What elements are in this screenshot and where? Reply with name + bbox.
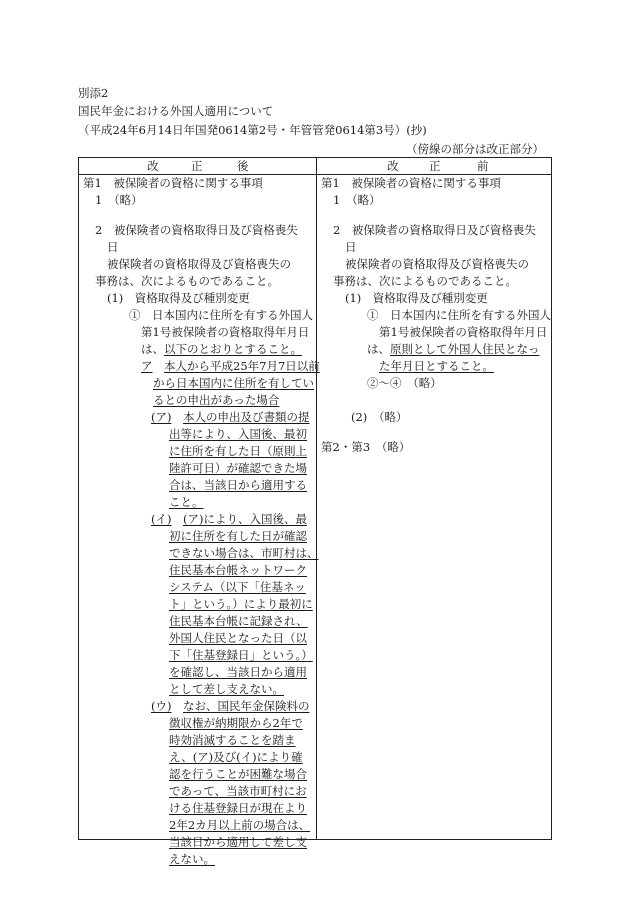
amended-text: 陸許可日）が確認できた場 bbox=[169, 461, 307, 475]
amended-text: 住民基本台帳に記録され、 bbox=[169, 614, 308, 628]
text-line: 第1号被保険者の資格取得年月日 bbox=[141, 325, 310, 339]
amended-text: できない場合は、市町村は、 bbox=[169, 546, 319, 560]
amended-text: 当該日から適用して差し支 bbox=[169, 835, 307, 849]
header-char: 正 bbox=[191, 159, 203, 173]
item-marker: (ア) bbox=[151, 410, 172, 424]
text-plain: は、 bbox=[141, 342, 164, 356]
amended-text: ける住基登録日が現在より bbox=[169, 801, 307, 815]
comparison-table bbox=[78, 157, 552, 866]
header-char: 正 bbox=[429, 159, 441, 173]
text-line bbox=[151, 698, 309, 715]
text-line bbox=[141, 358, 320, 375]
text-line: ① 日本国内に住所を有する外国人 bbox=[129, 308, 313, 322]
document-reference: （平成24年6月14日年国発0614第2号・年管管発0614第3号）(抄) bbox=[78, 123, 427, 137]
text-line: (1) 資格取得及び種別変更 bbox=[107, 291, 250, 305]
amended-text: ト」という。）により最初に bbox=[169, 597, 313, 611]
text-line: 第2・第3 （略） bbox=[321, 440, 411, 454]
text-line: 被保険者の資格取得及び資格喪失の bbox=[345, 257, 529, 271]
amended-text: るとの申出があった場合 bbox=[153, 393, 280, 407]
amended-text: こと。 bbox=[169, 495, 204, 509]
text-line: ②～④ （略） bbox=[367, 376, 442, 390]
amended-text: 時効消滅することを踏ま bbox=[169, 733, 296, 747]
amended-text: システム（以下「住基ネッ bbox=[169, 580, 306, 594]
text-line bbox=[367, 341, 540, 358]
text-line: 第1 被保険者の資格に関する事項 bbox=[83, 176, 263, 190]
amended-text: 下「住基登録日」という。） bbox=[169, 648, 313, 662]
text-line bbox=[141, 341, 302, 358]
text-line: (1) 資格取得及び種別変更 bbox=[345, 291, 488, 305]
text-line: 2 被保険者の資格取得日及び資格喪失 bbox=[95, 223, 298, 237]
amended-text: 認を行うことが困難な場合 bbox=[169, 767, 307, 781]
amended-text: 外国人住民となった日（以 bbox=[169, 631, 307, 645]
amended-text: 本人の申出及び書類の提 bbox=[182, 410, 310, 424]
document-title: 国民年金における外国人適用について bbox=[78, 104, 274, 118]
header-char: 改 bbox=[387, 159, 399, 173]
text-line: 日 bbox=[345, 240, 357, 254]
text-line bbox=[151, 409, 309, 426]
item-marker: ア bbox=[141, 359, 153, 373]
text-line: 被保険者の資格取得及び資格喪失の bbox=[107, 257, 291, 271]
amended-text: た年月日とすること。 bbox=[379, 359, 494, 373]
attachment-label: 別添2 bbox=[78, 86, 109, 100]
amended-text: 住民基本台帳ネットワーク bbox=[169, 563, 307, 577]
text-line: 第1号被保険者の資格取得年月日 bbox=[379, 325, 548, 339]
amended-text: 出等により、入国後、最初 bbox=[169, 427, 307, 441]
text-line bbox=[151, 511, 307, 528]
text-line: 事務は、次によるものであること。 bbox=[95, 274, 279, 288]
underline-note: （傍線の部分は改正部分） bbox=[406, 142, 544, 156]
amended-text: 合は、当該日から適用する bbox=[169, 478, 307, 492]
amended-text: 徴収権が納期限から2年で bbox=[169, 716, 303, 730]
amended-text: 原則として外国人住民となっ bbox=[390, 342, 540, 356]
text-line: 1 （略） bbox=[95, 193, 143, 207]
amended-text: を確認し、当該日から適用 bbox=[169, 665, 307, 679]
column-header-before bbox=[317, 158, 551, 175]
text-line: 2 被保険者の資格取得日及び資格喪失 bbox=[333, 223, 536, 237]
amended-text: から日本国内に住所を有してい bbox=[153, 376, 314, 390]
amended-text: であって、当該市町村にお bbox=[169, 784, 307, 798]
text-plain: は、 bbox=[367, 342, 390, 356]
header-char: 改 bbox=[147, 159, 159, 173]
amended-text: えない。 bbox=[169, 852, 215, 866]
amended-text: 以下のとおりとすること。 bbox=[164, 342, 302, 356]
text-line: ① 日本国内に住所を有する外国人 bbox=[367, 308, 551, 322]
item-marker: (イ) bbox=[151, 512, 172, 526]
amended-text: なお、国民年金保険料の bbox=[182, 699, 310, 713]
text-line: 日 bbox=[107, 240, 119, 254]
item-marker: (ウ) bbox=[151, 699, 172, 713]
header-char: 前 bbox=[477, 159, 489, 173]
amended-text: に住所を有した日（原則上 bbox=[169, 444, 307, 458]
header-char: 後 bbox=[237, 159, 249, 173]
amended-text: え、(ア)及び(イ)により確 bbox=[169, 750, 303, 764]
column-header-after bbox=[79, 158, 317, 175]
text-line: (2) （略） bbox=[351, 410, 408, 424]
amended-text: として差し支えない。 bbox=[169, 682, 284, 696]
text-line: 第1 被保険者の資格に関する事項 bbox=[321, 176, 501, 190]
column-divider bbox=[316, 158, 317, 839]
text-line: 1 （略） bbox=[333, 193, 381, 207]
amended-text: (ア)により、入国後、最 bbox=[182, 512, 307, 526]
text-line: 事務は、次によるものであること。 bbox=[333, 274, 517, 288]
amended-text: 2年2カ月以上前の場合は、 bbox=[169, 818, 311, 832]
amended-text: 初に住所を有した日が確認 bbox=[169, 529, 307, 543]
amended-text: 本人から平成25年7月7日以前 bbox=[164, 359, 320, 373]
